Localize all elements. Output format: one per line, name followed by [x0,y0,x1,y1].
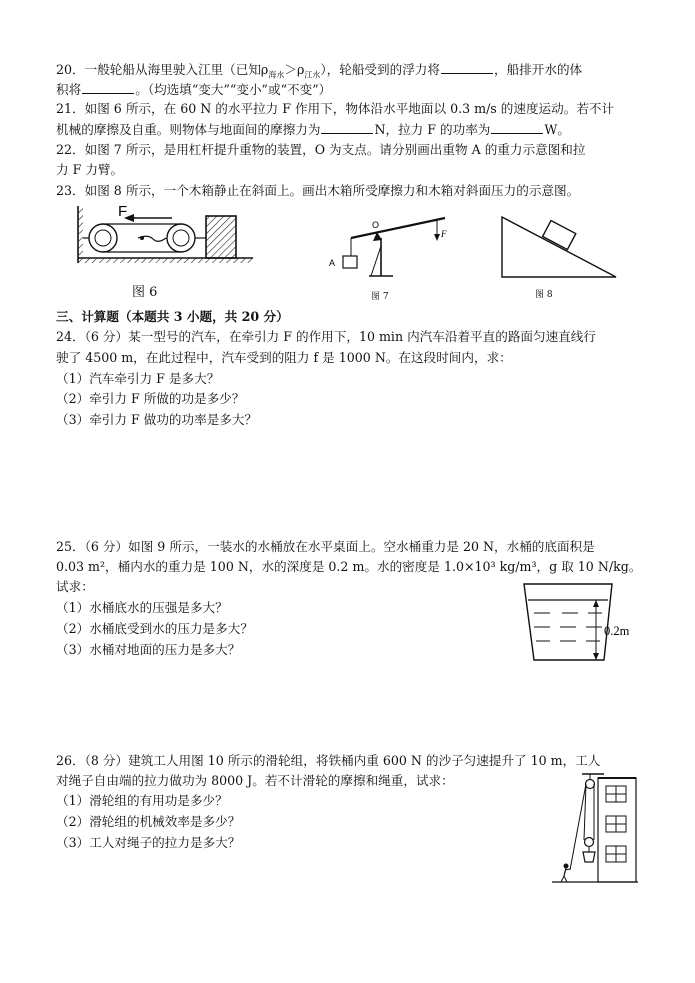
q21-text-b: N，拉力 F 的功率为 [374,122,491,137]
q21-blank-power[interactable] [491,120,543,134]
fig10-worker-leg-2 [564,876,567,882]
figure-10-building-pulley [548,770,640,885]
fig10-movable-pulley [585,838,594,847]
fig7-label-o: O [372,220,380,230]
fig7-label-a: A [329,258,336,268]
q24-sub-1: （1）汽车牵引力 F 是多大？ [56,371,220,386]
q26-line-1: 26．（8 分）建筑工人用图 10 所示的滑轮组，将铁桶内重 600 N 的沙子匀速提升了 10 m，工人 [56,753,601,768]
fig10-worker-head [564,864,569,869]
fig7-label-f: F [441,229,447,239]
fig7-brace [371,246,381,276]
fig10-windows [606,786,626,862]
q24-sub-2: （2）牵引力 F 所做的功是多少？ [56,391,245,406]
fig6-pulley-left-inner [95,230,111,246]
q25-sub-1: （1）水桶底水的压强是多大？ [56,600,228,615]
fig6-pulley-left [89,224,117,252]
q20-line-2 [56,80,331,99]
fig7-force-arrowhead [434,234,440,241]
q26-sub-2: （2）滑轮组的机械效率是多少？ [56,814,241,829]
q20-text-c: ），轮船受到的浮力将 [320,62,440,77]
q20-text-d: ，船排开水的体 [493,62,583,77]
q22-line-1: 22．如图 7 所示，是用杠杆提升重物的装置，O 为支点。请分别画出重物 A 的重力示意图和拉 [56,142,586,157]
fig9-bucket-outline [524,584,612,660]
fig7-lever-bar [351,218,445,238]
q24-line-2: 驶了 4500 m，在此过程中，汽车受到的阻力 f 是 1000 N。在这段时间内，求： [56,350,512,365]
q23-line-1: 23．如图 8 所示，一个木箱静止在斜面上。画出木箱所受摩擦力和木箱对斜面压力的示意图。 [56,183,580,198]
fig6-wall-hatch [78,208,83,258]
figure-7-lever [325,216,460,288]
q26-line-2: 对绳子自由端的拉力做功为 8000 J。若不计滑轮的摩擦和绳重，试求： [56,773,454,788]
fig6-pulley-right-inner [173,230,189,246]
q20-text-e: 积将 [56,82,82,97]
figure-6-pulley [78,203,258,272]
fig6-force-label: F [118,203,128,220]
q26-sub-1: （1）滑轮组的有用功是多少？ [56,793,228,808]
q21-line-1: 21．如图 6 所示，在 60 N 的水平拉力 F 作用下，物体沿水平地面以 0.3 m/s 的速度运动。若不计 [56,101,615,116]
q25-line-3: 试求： [56,579,94,594]
q24-sub-3: （3）牵引力 F 做功的功率是多大？ [56,412,258,427]
fig8-caption: 图 8 [535,290,553,300]
q26-sub-3: （3）工人对绳子的拉力是多大？ [56,835,241,850]
q20-text-a: 20．一般轮船从海里驶入江里（已知ρ [56,62,269,77]
q21-text-c: W。 [544,122,570,137]
figure-9-bucket [520,580,660,666]
q24-line-1: 24．（6 分）某一型号的汽车，在牵引力 F 的作用下，10 min 内汽车沿着平直的路面匀速直线行 [56,329,596,344]
q25-line-1: 25．（6 分）如图 9 所示，一装水的水桶放在水平桌面上。空水桶重力是 20 N，水桶的底面积是 [56,539,595,554]
fig7-weight-a [343,256,357,268]
q20-blank-1[interactable] [441,60,493,74]
q22-line-2: 力 F 力臂。 [56,162,124,177]
fig6-rope-end [140,236,144,240]
figure-8-incline [500,213,620,281]
fig10-fixed-pulley [586,780,595,789]
fig7-caption: 图 7 [371,292,389,302]
fig10-bucket [583,852,595,862]
q21-blank-friction[interactable] [321,120,373,134]
q20-text-b: ＞ρ [284,62,305,77]
q20-blank-2[interactable] [82,80,134,94]
q25-line-2: 0.03 m²，桶内水的重力是 100 N，水的深度是 0.2 m。水的密度是 1.0×10³ kg/m³，g 取 10 N/kg。 [56,559,642,574]
q21-line-2 [56,120,570,139]
fig6-pulley-right [167,224,195,252]
q25-sub-3: （3）水桶对地面的压力是多大？ [56,642,241,657]
fig10-worker-body [564,868,566,876]
q21-text-a: 机械的摩擦及自重。则物体与地面间的摩擦力为 [56,122,321,137]
q20-sub-riverwater: 江水 [304,70,321,80]
section-3-title: 三、计算题（本题共 3 小题，共 20 分） [56,309,289,324]
fig6-block [206,216,236,258]
q25-sub-2: （2）水桶底受到水的压力是多大？ [56,621,253,636]
fig6-caption: 图 6 [132,285,158,300]
fig9-depth-label: 0.2m [604,624,630,638]
q20-text-f: 。（均选填“变大”“变小”或“不变”） [135,82,332,97]
q20-sub-seawater: 海水 [268,70,285,80]
fig10-worker-leg-1 [561,876,564,882]
